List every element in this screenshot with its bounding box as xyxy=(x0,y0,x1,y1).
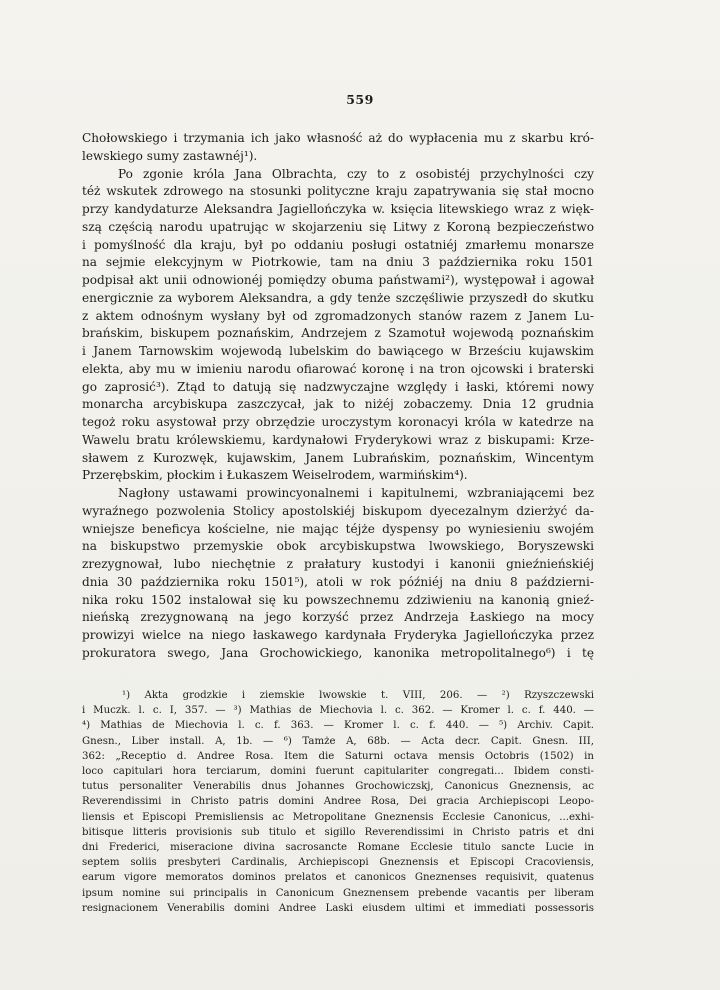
text-line: Wawelu bratu królewskiemu, kardynałowi Fryderykowi wraz z biskupami: Krze- xyxy=(82,432,594,447)
text-line: wyraźnego pozwolenia Stolicy apostolskiéj biskupom dyecezalnym dzierżyć da- xyxy=(82,503,594,518)
footnote-line: 362: „Receptio d. Andree Rosa. Item die Saturni octava mensis Octobris (1502) in xyxy=(82,750,594,762)
text-line: prowizyi wielce na niego łaskawego kardynała Fryderyka Jagiellończyka przez xyxy=(82,628,594,642)
footnote-line: ¹) Akta grodzkie i ziemskie lwowskie t. VIII, 206. — ²) Rzyszczewski xyxy=(122,690,594,701)
text-line: go zaprosić³). Ztąd to datują się nadzwyczajne względy i łaski, któremi nowy xyxy=(82,379,594,394)
text-line: dnia 30 października roku 1501⁵), atoli w rok późniéj na dniu 8 październi- xyxy=(82,574,594,589)
text-line: elekta, aby mu w imieniu narodu ofiarować koronę i na tron ojcowski i braterski xyxy=(82,361,594,376)
footnote-line: Gnesn., Liber install. A, 1b. — ⁶) Tamże A, 68b. — Acta decr. Capit. Gnesn. III, xyxy=(82,735,594,747)
footnote-line: dni Frederici, miseracione divina sacrosancte Romane Ecclesie titulo sancte Lucie in xyxy=(82,842,594,854)
text-line: i Janem Tarnowskim wojewodą lubelskim do bawiącego w Brześciu kujawskim xyxy=(82,344,594,358)
page-number: 559 xyxy=(346,92,374,107)
footnote-line: Reverendissimi in Christo patris domini Andree Rosa, Dei gracia Archiepiscopi Leopo- xyxy=(82,796,594,808)
text-line: monarcha arcybiskupa zaszczycał, jak to niżéj zobaczemy. Dnia 12 grudnia xyxy=(82,397,594,412)
text-line: tegoż roku asystował przy obrzędzie uroczystym koronacyi króla w katedrze na xyxy=(82,415,594,429)
footnote-line: ipsum nomine sui principalis in Canonicum Gneznensem prebende vacantis per liberam xyxy=(82,887,594,899)
text-line: sławem z Kurozwęk, kujawskim, Janem Lubrańskim, poznańskim, Wincentym xyxy=(82,450,594,465)
text-line: podpisał akt unii odnowionéj pomiędzy obuma państwami²), występował i agował xyxy=(82,273,594,287)
text-line: zrezygnował, lubo niechętnie z prałatury kustodyi i kanonii gnieźnieńskiéj xyxy=(82,557,594,571)
footnote-line: i Muczk. l. c. I, 357. — ³) Mathias de Miechovia l. c. 362. — Kromer l. c. f. 440. — xyxy=(82,705,594,717)
text-line: szą częścią narodu upatrując w skojarzeniu się Litwy z Koroną bezpieczeństwo xyxy=(82,219,594,234)
text-line: na sejmie elekcyjnym w Piotrkowie, tam na dniu 3 października roku 1501 xyxy=(82,255,594,270)
text-line: nika roku 1502 instalował się ku powszechnemu zdziwieniu na kanonią gnieź- xyxy=(82,592,594,607)
footnote-line: earum vigore memoratos dominos prelatos et canonicos Gneznenses requisivit, quatenus xyxy=(82,872,594,884)
text-line: brańskim, biskupem poznańskim, Andrzejem z Szamotuł wojewodą poznańskim xyxy=(82,326,594,341)
text-line: na biskupstwo przemyskie obok arcybiskupstwa lwowskiego, Boryszewski xyxy=(82,539,594,554)
text-line: Nagłony ustawami prowincyonalnemi i kapitulnemi, wzbraniającemi bez xyxy=(118,486,594,500)
text-line: Chołowskiego i trzymania ich jako własność aż do wypłacenia mu z skarbu kró- xyxy=(82,131,594,145)
text-line: Po zgonie króla Jana Olbrachta, czy to z osobistéj przychylności czy xyxy=(118,166,594,181)
text-line: energicznie za wyborem Aleksandra, a gdy tenże szczęśliwie przyszedł do skutku xyxy=(82,290,594,305)
footnote-line: tutus personaliter Venerabilis dnus Johannes Grochowiczskj, Canonicus Gneznensis, ac xyxy=(82,781,594,793)
text-line: przy kandydaturze Aleksandra Jagiellończyka w. księcia litewskiego wraz z więk- xyxy=(82,202,594,216)
main-text xyxy=(82,130,594,663)
footnote-line: liensis et Episcopi Premisliensis ac Metropolitane Gneznensis Ecclesie Canonicus, ...exhi- xyxy=(82,811,594,823)
text-line: lewskiego sumy zastawnéj¹). xyxy=(82,148,258,163)
text-line: z aktem odnośnym wysłany był od zgromadzonych stanów razem z Janem Lu- xyxy=(82,308,594,323)
footnote-line: septem soliis presbyteri Cardinalis, Archiepiscopi Gneznensis et Episcopi Cracoviensis, xyxy=(82,857,594,869)
text-line: i pomyślność dla kraju, był po oddaniu posługi ostatniéj zmarłemu monarsze xyxy=(82,237,594,252)
footnote-line: ⁴) Mathias de Miechovia l. c. f. 363. — Kromer l. c. f. 440. — ⁵) Archiv. Capit. xyxy=(82,720,594,732)
footnote-line: bitisque litteris provisionis sub titulo et sigillo Reverendissimi in Christo patris et dni xyxy=(82,826,594,838)
text-line: Przerębskim, płockim i Łukaszem Weiselrodem, warmińskim⁴). xyxy=(82,468,468,483)
footnotes xyxy=(82,688,594,916)
text-line: wniejsze beneficya kościelne, nie mając téjże dyspensy po wyniesieniu swojém xyxy=(82,521,594,536)
footnote-line: loco capitulari hora terciarum, domini fuerunt capitulariter congregati... Ibidem consti- xyxy=(82,766,594,778)
text-line: prokuratora swego, Jana Grochowickiego, kanonika metropolitalnego⁶) i tę xyxy=(82,645,594,660)
footnote-line: resignacionem Venerabilis domini Andree Laski eiusdem ultimi et immediati possessoris xyxy=(82,902,594,914)
text-line: téż wskutek zdrowego na stosunki polityczne kraju zapatrywania się stał mocno xyxy=(82,184,594,199)
text-line: nieńską zrezygnowaną na jego korzyść przez Andrzeja Łaskiego na mocy xyxy=(82,610,594,625)
